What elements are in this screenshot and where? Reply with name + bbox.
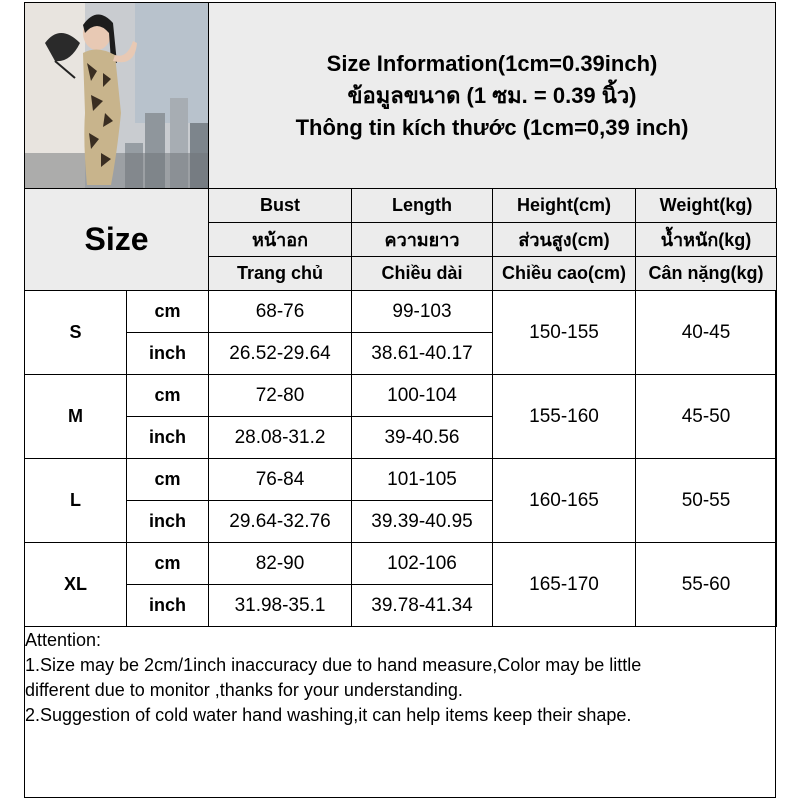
length-inch-cell: 39.78-41.34 (352, 585, 493, 627)
model-photo (25, 3, 208, 188)
notes-line-1: 1.Size may be 2cm/1inch inaccuracy due to hand measure,Color may be little (25, 655, 642, 675)
bust-inch-cell: 29.64-32.76 (209, 501, 352, 543)
unit-cell: inch (127, 501, 209, 543)
header-thai: ข้อมูลขนาด (1 ซม. = 0.39 นิ้ว) (347, 82, 637, 108)
column-bust-en: Bust (209, 189, 352, 223)
column-height-th: ส่วนสูง(cm) (493, 223, 636, 257)
bust-inch-cell: 28.08-31.2 (209, 417, 352, 459)
size-information-header (208, 3, 775, 188)
unit-cell: inch (127, 585, 209, 627)
table-row (25, 291, 777, 333)
length-cm-cell: 99-103 (352, 291, 493, 333)
unit-cell: inch (127, 417, 209, 459)
column-length-vi: Chiều dài (352, 257, 493, 291)
column-height-vi: Chiều cao(cm) (493, 257, 636, 291)
bust-cm-cell: 82-90 (209, 543, 352, 585)
height-cell: 160-165 (493, 459, 636, 543)
column-weight-vi: Cân nặng(kg) (636, 257, 777, 291)
header-english: Size Information(1cm=0.39inch) (326, 50, 658, 76)
size-cell: L (25, 459, 127, 543)
height-cell: 150-155 (493, 291, 636, 375)
weight-cell: 40-45 (636, 291, 777, 375)
size-cell: XL (25, 543, 127, 627)
length-inch-cell: 39.39-40.95 (352, 501, 493, 543)
table-row (25, 375, 777, 417)
weight-cell: 50-55 (636, 459, 777, 543)
attention-notes (25, 628, 765, 728)
bust-inch-cell: 26.52-29.64 (209, 333, 352, 375)
bust-cm-cell: 68-76 (209, 291, 352, 333)
size-chart-table (24, 188, 777, 627)
notes-line-2: different due to monitor ,thanks for your understanding. (25, 680, 463, 700)
length-inch-cell: 38.61-40.17 (352, 333, 493, 375)
column-bust-vi: Trang chủ (209, 257, 352, 291)
column-weight-en: Weight(kg) (636, 189, 777, 223)
height-cell: 155-160 (493, 375, 636, 459)
column-bust-th: หน้าอก (209, 223, 352, 257)
column-length-en: Length (352, 189, 493, 223)
weight-cell: 45-50 (636, 375, 777, 459)
length-cm-cell: 100-104 (352, 375, 493, 417)
weight-cell: 55-60 (636, 543, 777, 627)
height-cell: 165-170 (493, 543, 636, 627)
column-weight-th: น้ำหนัก(kg) (636, 223, 777, 257)
unit-cell: cm (127, 543, 209, 585)
column-length-th: ความยาว (352, 223, 493, 257)
unit-cell: cm (127, 291, 209, 333)
length-inch-cell: 39-40.56 (352, 417, 493, 459)
bust-cm-cell: 72-80 (209, 375, 352, 417)
unit-cell: cm (127, 459, 209, 501)
notes-title: Attention: (25, 630, 102, 650)
unit-cell: cm (127, 375, 209, 417)
table-row (25, 543, 777, 585)
length-cm-cell: 101-105 (352, 459, 493, 501)
bust-inch-cell: 31.98-35.1 (209, 585, 352, 627)
bust-cm-cell: 76-84 (209, 459, 352, 501)
size-header: Size (25, 189, 209, 291)
length-cm-cell: 102-106 (352, 543, 493, 585)
size-cell: M (25, 375, 127, 459)
size-cell: S (25, 291, 127, 375)
column-height-en: Height(cm) (493, 189, 636, 223)
unit-cell: inch (127, 333, 209, 375)
table-row (25, 459, 777, 501)
header-vietnamese: Thông tin kích thước (1cm=0,39 inch) (295, 114, 689, 140)
notes-line-3: 2.Suggestion of cold water hand washing,it can help items keep their shape. (25, 705, 632, 725)
